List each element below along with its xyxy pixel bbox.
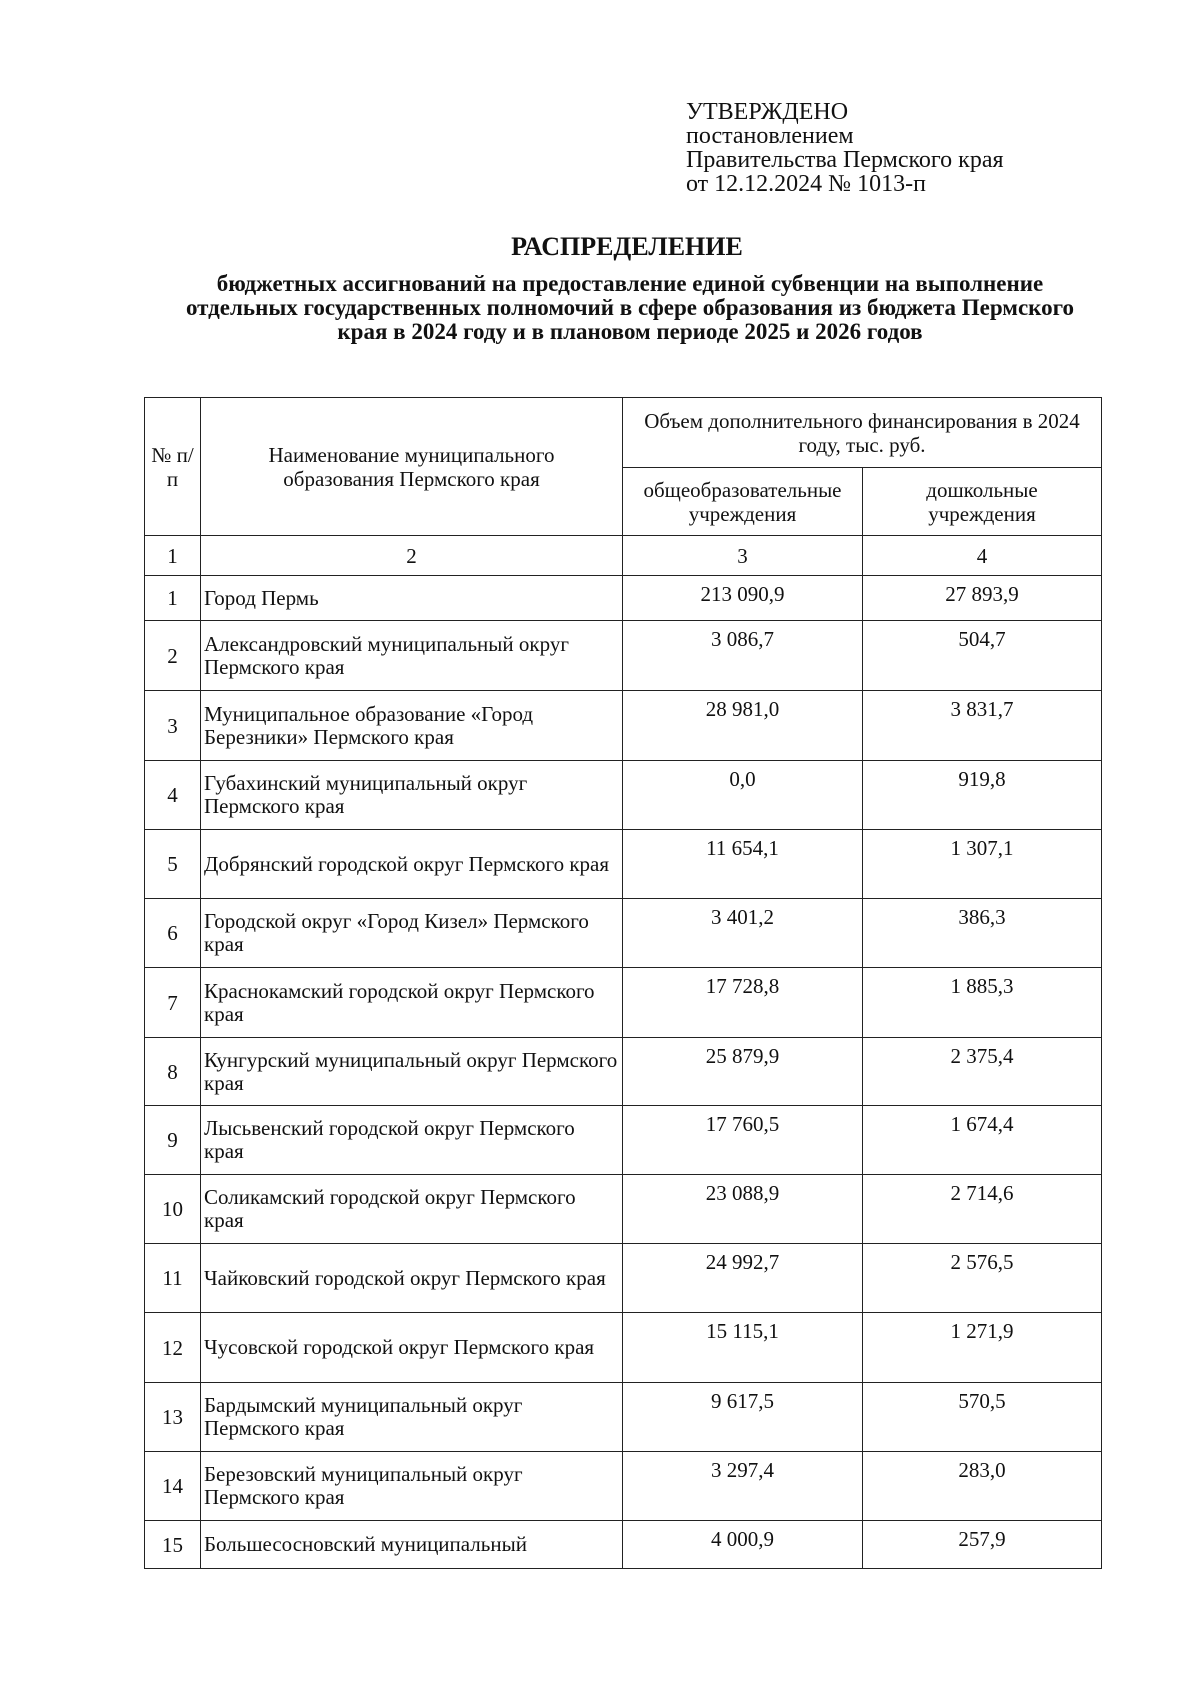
approval-line: постановлением [686, 123, 854, 149]
approval-date: от 12.12.2024 № 1013-п [686, 171, 926, 197]
row-number: 15 [145, 1521, 201, 1569]
municipality-name: Краснокамский городской округ Пермского края [201, 968, 623, 1038]
table-row [145, 1452, 1102, 1521]
approval-heading: УТВЕРЖДЕНО [686, 99, 849, 125]
table-row [145, 1313, 1102, 1383]
general-education-amount: 11 654,1 [623, 830, 863, 899]
row-number: 2 [145, 621, 201, 691]
row-number: 13 [145, 1383, 201, 1452]
header-name: Наименование муниципального образования Пермского края [201, 398, 623, 536]
preschool-amount: 2 714,6 [863, 1175, 1102, 1244]
row-number: 14 [145, 1452, 201, 1521]
row-number: 6 [145, 899, 201, 968]
general-education-amount: 3 297,4 [623, 1452, 863, 1521]
general-education-amount: 24 992,7 [623, 1244, 863, 1313]
municipality-name: Бардымский муниципальный округ Пермского края [201, 1383, 623, 1452]
row-number: 9 [145, 1106, 201, 1175]
table-row [145, 1383, 1102, 1452]
table-row [145, 1038, 1102, 1106]
column-number: 1 [145, 536, 201, 576]
column-number: 4 [863, 536, 1102, 576]
municipality-name: Большесосновский муниципальный [201, 1521, 623, 1569]
municipality-name: Городской округ «Город Кизел» Пермского края [201, 899, 623, 968]
general-education-amount: 17 760,5 [623, 1106, 863, 1175]
row-number: 3 [145, 691, 201, 761]
general-education-amount: 23 088,9 [623, 1175, 863, 1244]
preschool-amount: 1 674,4 [863, 1106, 1102, 1175]
header-group: Объем дополнительного финансирования в 2024 году, тыс. руб. [623, 398, 1102, 468]
row-number: 5 [145, 830, 201, 899]
row-number: 8 [145, 1038, 201, 1106]
municipality-name: Губахинский муниципальный округ Пермского края [201, 761, 623, 830]
general-education-amount: 3 086,7 [623, 621, 863, 691]
document-subtitle: бюджетных ассигнований на предоставление единой субвенции на выполнение отдельных государственных полномочий в сфере образования из бюджета Пермского края в 2024 году и в плановом периоде 2025 и 2026 годов [185, 271, 1074, 344]
municipality-name: Город Пермь [201, 576, 623, 621]
row-number: 12 [145, 1313, 201, 1383]
general-education-amount: 3 401,2 [623, 899, 863, 968]
document-title: РАСПРЕДЕЛЕНИЕ [511, 232, 743, 261]
preschool-amount: 1 885,3 [863, 968, 1102, 1038]
general-education-amount: 4 000,9 [623, 1521, 863, 1569]
general-education-amount: 213 090,9 [623, 576, 863, 621]
row-number: 11 [145, 1244, 201, 1313]
table-row [145, 830, 1102, 899]
header-preschool: дошкольные учреждения [863, 468, 1102, 536]
preschool-amount: 27 893,9 [863, 576, 1102, 621]
allocation-table [144, 397, 1102, 1569]
approval-stamp [686, 100, 1004, 196]
table-row [145, 1521, 1102, 1569]
preschool-amount: 2 576,5 [863, 1244, 1102, 1313]
preschool-amount: 257,9 [863, 1521, 1102, 1569]
municipality-name: Кунгурский муниципальный округ Пермского края [201, 1038, 623, 1106]
row-number: 1 [145, 576, 201, 621]
preschool-amount: 1 271,9 [863, 1313, 1102, 1383]
table-row [145, 691, 1102, 761]
table-row [145, 761, 1102, 830]
preschool-amount: 919,8 [863, 761, 1102, 830]
general-education-amount: 0,0 [623, 761, 863, 830]
municipality-name: Соликамский городской округ Пермского края [201, 1175, 623, 1244]
table-row [145, 621, 1102, 691]
table-row [145, 1106, 1102, 1175]
general-education-amount: 9 617,5 [623, 1383, 863, 1452]
general-education-amount: 25 879,9 [623, 1038, 863, 1106]
table-row [145, 1175, 1102, 1244]
column-number: 3 [623, 536, 863, 576]
municipality-name: Чайковский городской округ Пермского края [201, 1244, 623, 1313]
row-number: 10 [145, 1175, 201, 1244]
row-number: 7 [145, 968, 201, 1038]
preschool-amount: 2 375,4 [863, 1038, 1102, 1106]
general-education-amount: 28 981,0 [623, 691, 863, 761]
column-number: 2 [201, 536, 623, 576]
general-education-amount: 17 728,8 [623, 968, 863, 1038]
table-row [145, 899, 1102, 968]
municipality-name: Чусовской городской округ Пермского края [201, 1313, 623, 1383]
municipality-name: Добрянский городской округ Пермского края [201, 830, 623, 899]
preschool-amount: 386,3 [863, 899, 1102, 968]
municipality-name: Лысьвенский городской округ Пермского края [201, 1106, 623, 1175]
preschool-amount: 283,0 [863, 1452, 1102, 1521]
table-row [145, 968, 1102, 1038]
preschool-amount: 3 831,7 [863, 691, 1102, 761]
municipality-name: Александровский муниципальный округ Пермского края [201, 621, 623, 691]
row-number: 4 [145, 761, 201, 830]
table-row [145, 576, 1102, 621]
header-num: № п/п [145, 398, 201, 536]
general-education-amount: 15 115,1 [623, 1313, 863, 1383]
preschool-amount: 504,7 [863, 621, 1102, 691]
municipality-name: Березовский муниципальный округ Пермского края [201, 1452, 623, 1521]
preschool-amount: 1 307,1 [863, 830, 1102, 899]
preschool-amount: 570,5 [863, 1383, 1102, 1452]
municipality-name: Муниципальное образование «Город Березники» Пермского края [201, 691, 623, 761]
approval-line: Правительства Пермского края [686, 147, 1004, 173]
header-general: общеобразовательные учреждения [623, 468, 863, 536]
table-row [145, 1244, 1102, 1313]
